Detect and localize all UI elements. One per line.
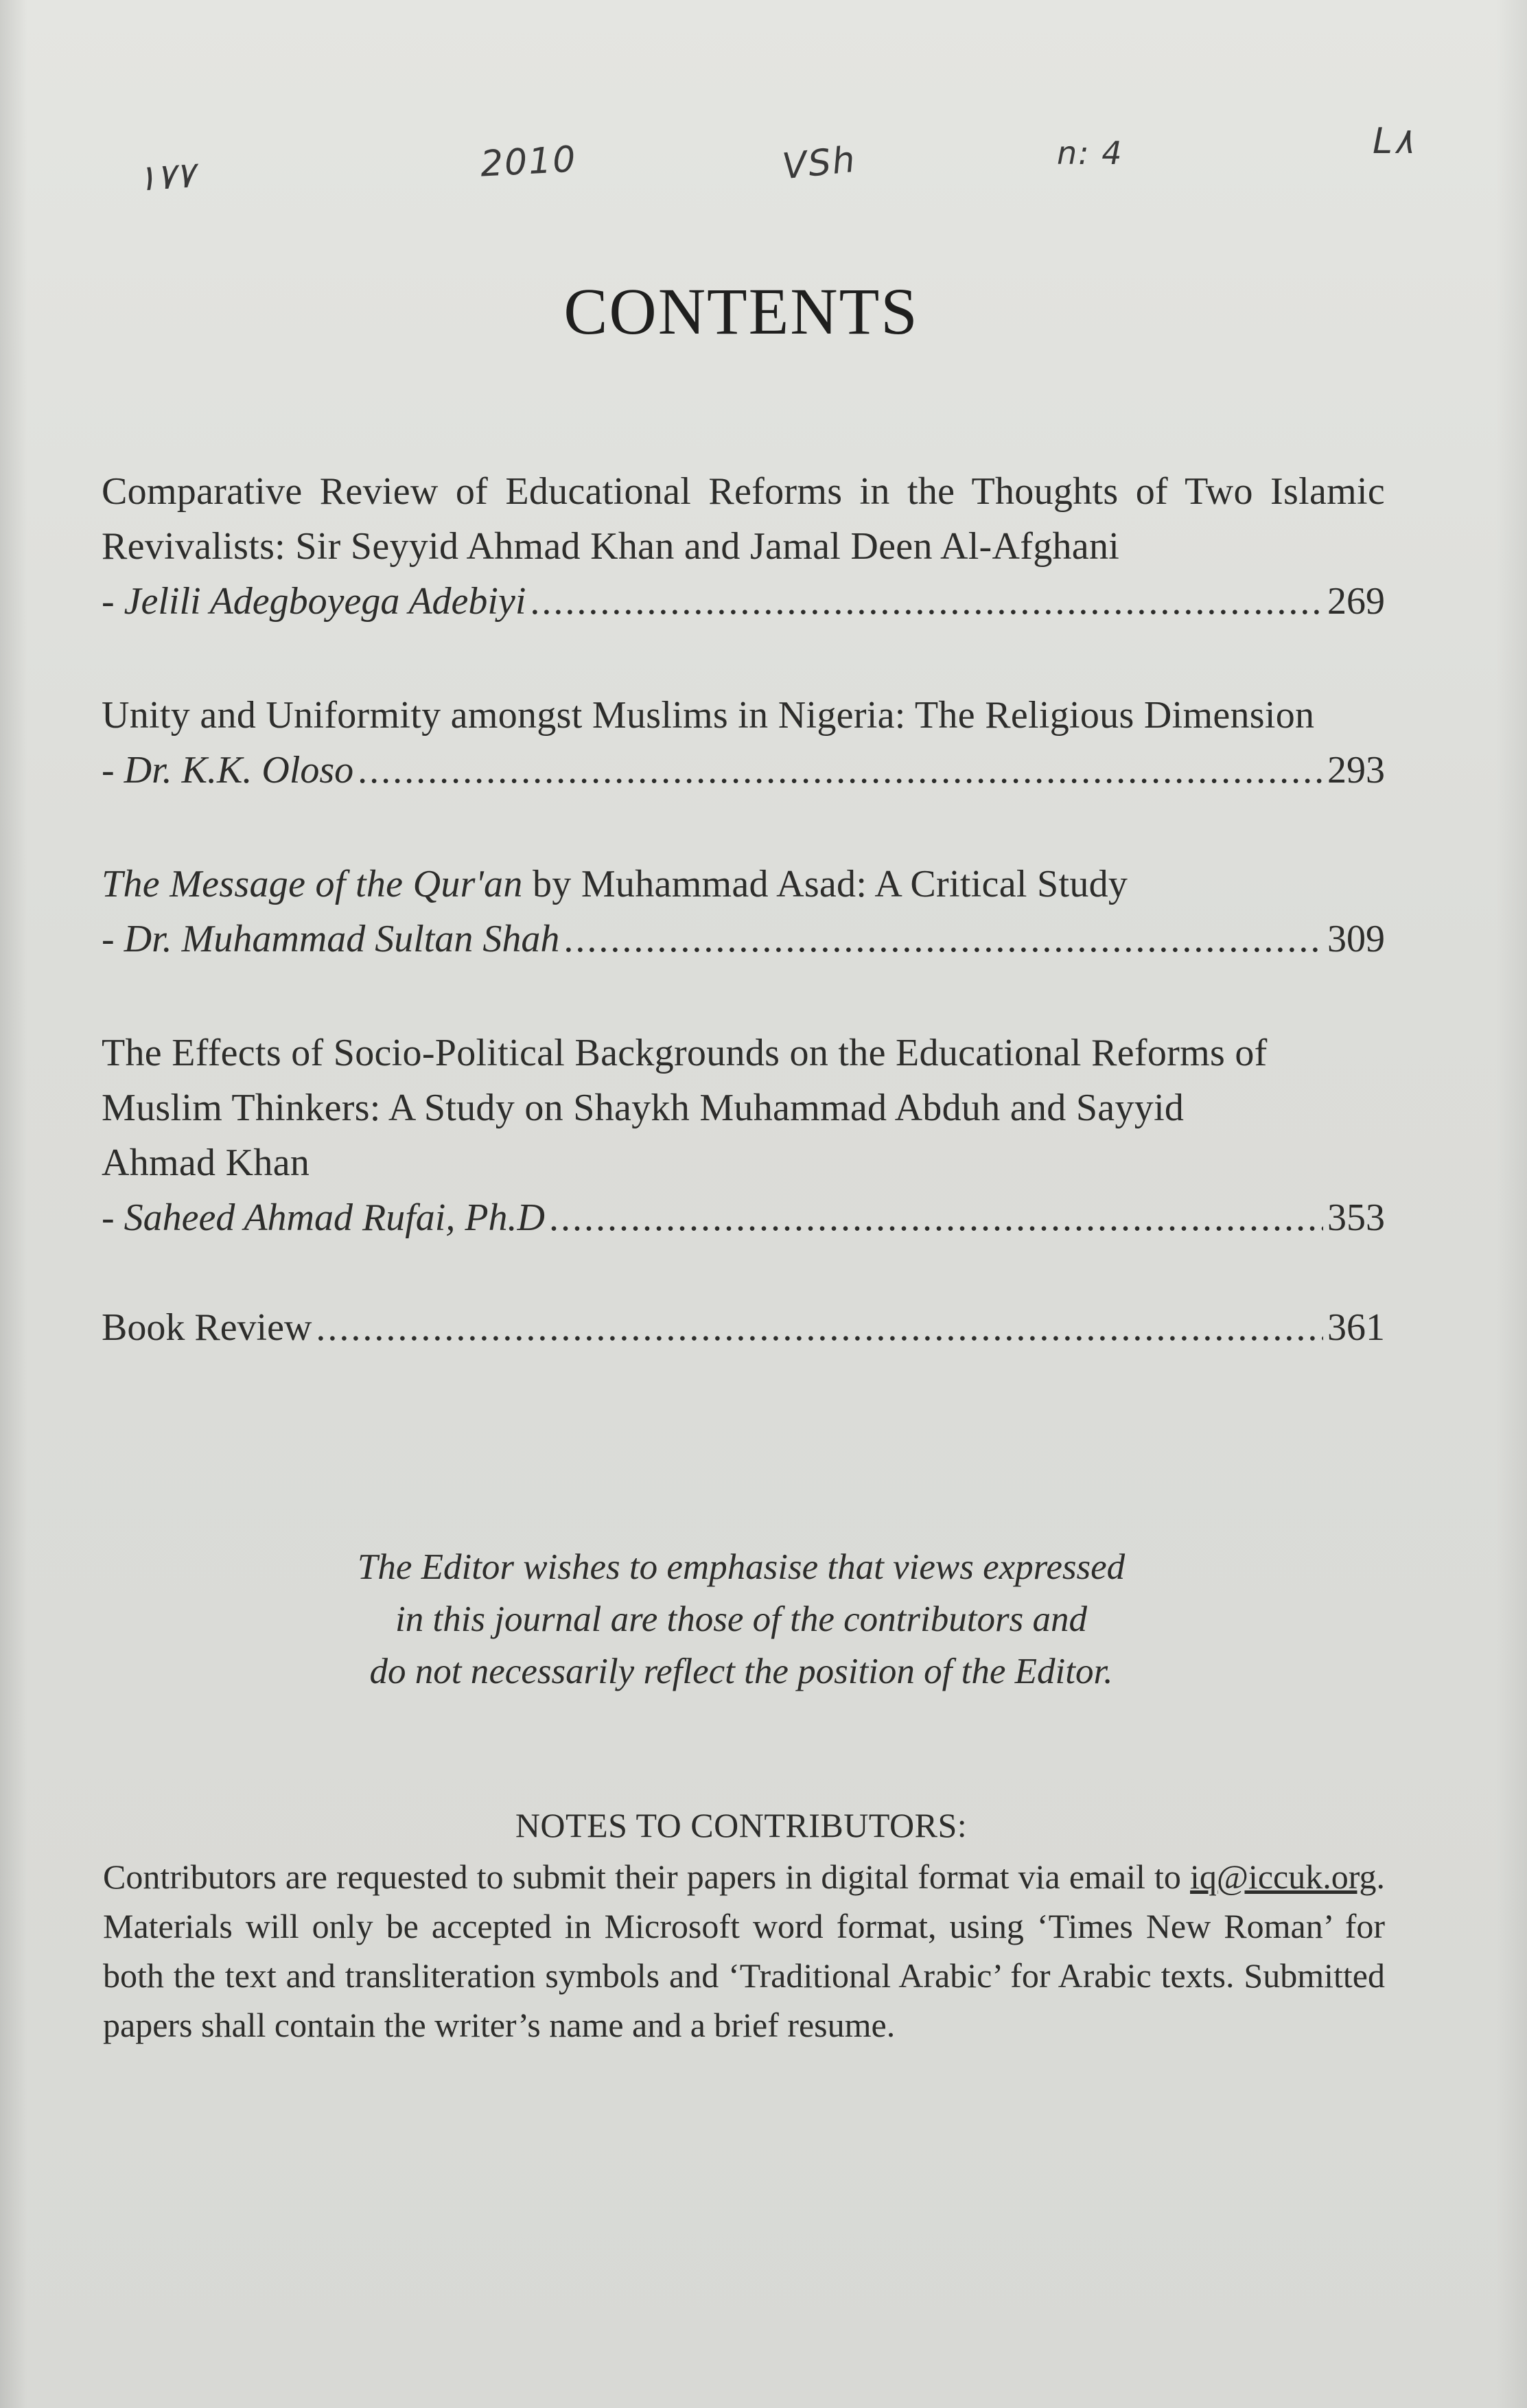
notes-text-part: . Materials will only be accepted in Microsoft word format, using ‘Times New Roman’ for both the text and transliteration symbols and ‘Traditional Arabic’ for Arabic texts. Submitted papers shall contain the writer’s name and a brief resume. bbox=[103, 1857, 1385, 2044]
contact-email-link[interactable]: iq@iccuk.org bbox=[1190, 1857, 1377, 1896]
notes-to-contributors-text bbox=[103, 1852, 1385, 2050]
entry-author: - Dr. Muhammad Sultan Shah bbox=[102, 918, 560, 960]
entry-page-number: 269 bbox=[1327, 580, 1385, 623]
entry-author-line bbox=[102, 574, 1385, 629]
toc-entry-book-review[interactable] bbox=[102, 1300, 1385, 1355]
entry-author-line bbox=[102, 1190, 1385, 1245]
table-of-contents bbox=[102, 464, 1385, 1355]
entry-title bbox=[102, 857, 1385, 912]
contents-heading: CONTENTS bbox=[563, 275, 919, 348]
dot-leader bbox=[530, 574, 1323, 629]
entry-page-number: 309 bbox=[1327, 918, 1385, 960]
handwritten-mark-number: ١٧٧ bbox=[136, 154, 196, 200]
dot-leader bbox=[563, 912, 1323, 966]
entry-author: - Dr. K.K. Oloso bbox=[102, 749, 354, 791]
editor-disclaimer bbox=[0, 1541, 1482, 1698]
entry-title: Unity and Uniformity amongst Muslims in Nigeria: The Religious Dimension bbox=[102, 694, 1315, 737]
dot-leader bbox=[358, 743, 1323, 798]
handwritten-mark-issue: n: 4 bbox=[1057, 135, 1123, 172]
entry-author-line bbox=[102, 743, 1385, 798]
entry-title: Comparative Review of Educational Reforms in the Thoughts of Two Islamic Revivalists: Sir Seyyid Ahmad Khan and Jamal Deen Al-Afghani bbox=[102, 470, 1385, 568]
dot-leader bbox=[549, 1190, 1323, 1245]
handwritten-mark-volume: VSh bbox=[780, 139, 859, 188]
editor-note-line: The Editor wishes to emphasise that views expressed bbox=[357, 1547, 1126, 1587]
handwritten-mark-code: L٨ bbox=[1373, 121, 1413, 162]
toc-entry-2[interactable] bbox=[102, 688, 1385, 798]
dot-leader bbox=[316, 1300, 1323, 1355]
book-review-page-number: 361 bbox=[1327, 1306, 1385, 1349]
notes-text-part: Contributors are requested to submit their papers in digital format via email to bbox=[103, 1857, 1191, 1896]
editor-note-line: do not necessarily reflect the position of the Editor. bbox=[369, 1652, 1113, 1691]
toc-entry-4[interactable] bbox=[102, 1026, 1385, 1245]
toc-entry-3[interactable] bbox=[102, 857, 1385, 966]
entry-title-rest: by Muhammad Asad: A Critical Study bbox=[522, 863, 1128, 905]
entry-title: The Effects of Socio-Political Backgrounds on the Educational Reforms of Muslim Thinkers: A Study on Shaykh Muhammad Abduh and Sayyid Ahmad Khan bbox=[102, 1032, 1268, 1184]
editor-note-line: in this journal are those of the contributors and bbox=[395, 1599, 1087, 1639]
entry-author-line bbox=[102, 912, 1385, 966]
book-review-label: Book Review bbox=[102, 1306, 312, 1349]
entry-author: - Jelili Adegboyega Adebiyi bbox=[102, 580, 526, 623]
entry-title-book: The Message of the Qur'an bbox=[102, 863, 523, 905]
entry-page-number: 293 bbox=[1327, 749, 1385, 791]
handwritten-mark-year: 2010 bbox=[479, 139, 578, 185]
entry-author: - Saheed Ahmad Rufai, Ph.D bbox=[102, 1196, 545, 1239]
toc-entry-1[interactable] bbox=[102, 464, 1385, 629]
notes-to-contributors-heading: NOTES TO CONTRIBUTORS: bbox=[515, 1806, 968, 1844]
entry-page-number: 353 bbox=[1327, 1196, 1385, 1239]
